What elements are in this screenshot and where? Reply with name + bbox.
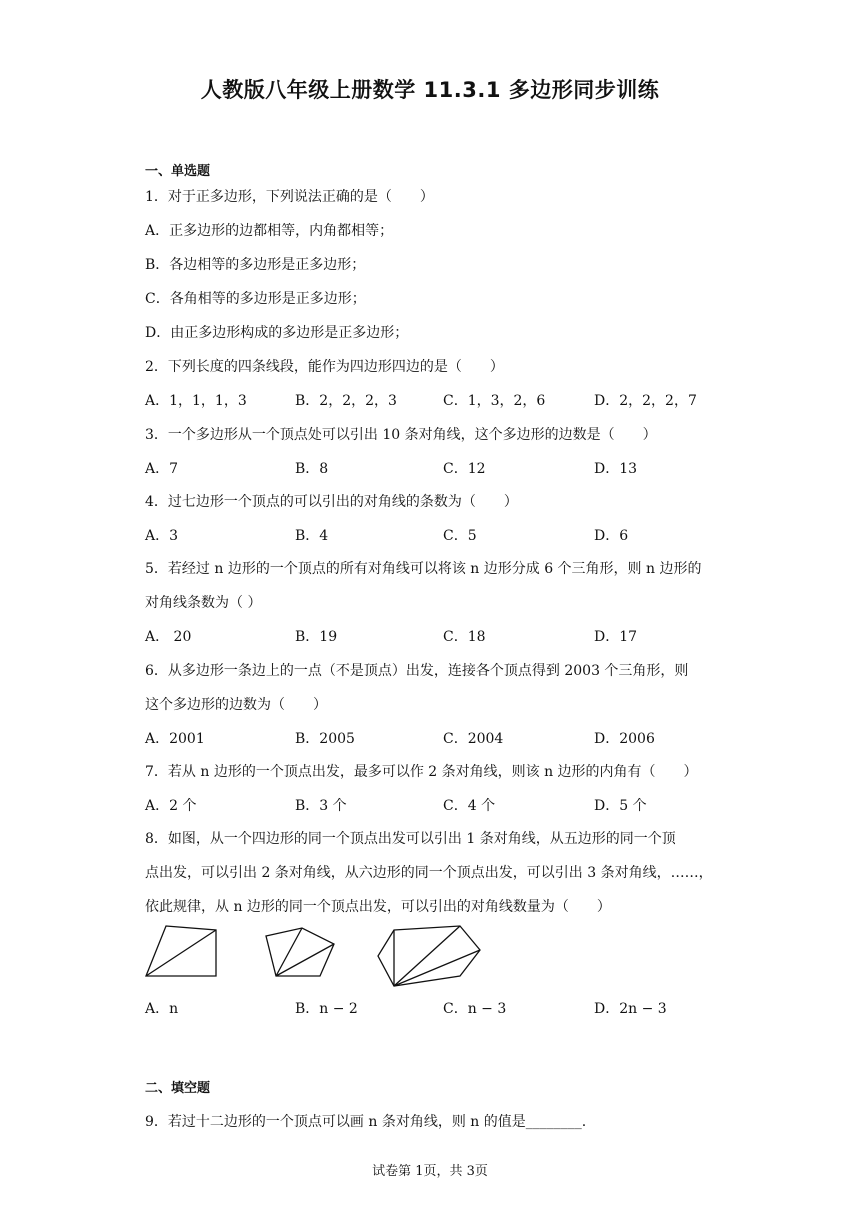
option-c: C．1，3，2，6: [443, 393, 546, 409]
option-c: C．12: [443, 461, 486, 477]
option-c: C．5: [443, 528, 477, 544]
option-b: B．n − 2: [295, 1001, 358, 1017]
option-c: C．2004: [443, 731, 504, 747]
option-b: B．3 个: [295, 798, 347, 814]
question-4-stem: 4．过七边形一个顶点的可以引出的对角线的条数为（ ）: [145, 494, 518, 510]
question-8-stem-line-2: 点出发，可以引出 2 条对角线，从六边形的同一个顶点出发，可以引出 3 条对角线，……，: [145, 865, 713, 881]
quadrilateral-figure: [146, 926, 216, 976]
option-a: A．7: [145, 461, 179, 477]
option-b: B．19: [295, 629, 338, 645]
option-c: C．n − 3: [443, 1001, 507, 1017]
question-3-stem: 3．一个多边形从一个顶点处可以引出 10 条对角线，这个多边形的边数是（ ）: [145, 427, 657, 443]
option-b: B．2，2，2，3: [295, 393, 397, 409]
option-d: D．13: [594, 461, 638, 477]
question-6-stem-line-2: 这个多边形的边数为（ ）: [145, 697, 327, 713]
question-9-stem: 9．若过十二边形的一个顶点可以画 n 条对角线，则 n 的值是________.: [145, 1114, 587, 1130]
section-heading-single-choice: 一、单选题: [145, 164, 211, 179]
option-a: A．2001: [145, 731, 205, 747]
hexagon-figure: [378, 926, 480, 986]
option-c: C．18: [443, 629, 486, 645]
question-2-stem: 2．下列长度的四条线段，能作为四边形四边的是（ ）: [145, 359, 504, 375]
option-d: D．6: [594, 528, 629, 544]
option-d: D．2，2，2，7: [594, 393, 697, 409]
question-1-option-b: B．各边相等的多边形是正多边形；: [145, 257, 366, 273]
question-8-stem-line-3: 依此规律，从 n 边形的同一个顶点出发，可以引出的对角线数量为（ ）: [145, 899, 611, 915]
pentagon-figure: [266, 928, 334, 976]
option-b: B．2005: [295, 731, 355, 747]
option-a: A．n: [145, 1001, 179, 1017]
question-1-option-c: C．各角相等的多边形是正多边形；: [145, 291, 366, 307]
question-7-stem: 7．若从 n 边形的一个顶点出发，最多可以作 2 条对角线，则该 n 边形的内角有（ ）: [145, 764, 698, 780]
question-1-option-a: A．正多边形的边都相等，内角都相等；: [145, 223, 394, 239]
question-8-stem-line-1: 8．如图，从一个四边形的同一个顶点出发可以引出 1 条对角线，从五边形的同一个顶: [145, 831, 676, 847]
page-title: 人教版八年级上册数学 11.3.1 多边形同步训练: [200, 78, 660, 102]
option-d: D．17: [594, 629, 638, 645]
option-b: B．4: [295, 528, 329, 544]
option-c: C．4 个: [443, 798, 496, 814]
option-b: B．8: [295, 461, 329, 477]
option-d: D．2006: [594, 731, 655, 747]
section-heading-fill-in: 二、填空题: [145, 1081, 211, 1096]
question-1-option-d: D．由正多边形构成的多边形是正多边形；: [145, 325, 409, 341]
option-a: A．1，1，1，3: [145, 393, 247, 409]
polygon-diagonals-figure: [140, 918, 500, 990]
question-5-stem-line-2: 对角线条数为（ ）: [145, 595, 262, 611]
option-a: A．2 个: [145, 798, 197, 814]
page-footer: 试卷第 1页，共 3页: [372, 1164, 488, 1179]
option-a: A． 20: [145, 629, 192, 645]
option-d: D．5 个: [594, 798, 647, 814]
question-5-stem-line-1: 5．若经过 n 边形的一个顶点的所有对角线可以将该 n 边形分成 6 个三角形，则 n 边形的: [145, 561, 702, 577]
option-a: A．3: [145, 528, 179, 544]
option-d: D．2n − 3: [594, 1001, 667, 1017]
question-6-stem-line-1: 6．从多边形一条边上的一点（不是顶点）出发，连接各个顶点得到 2003 个三角形，则: [145, 663, 689, 679]
question-1-stem: 1．对于正多边形，下列说法正确的是（ ）: [145, 189, 434, 205]
